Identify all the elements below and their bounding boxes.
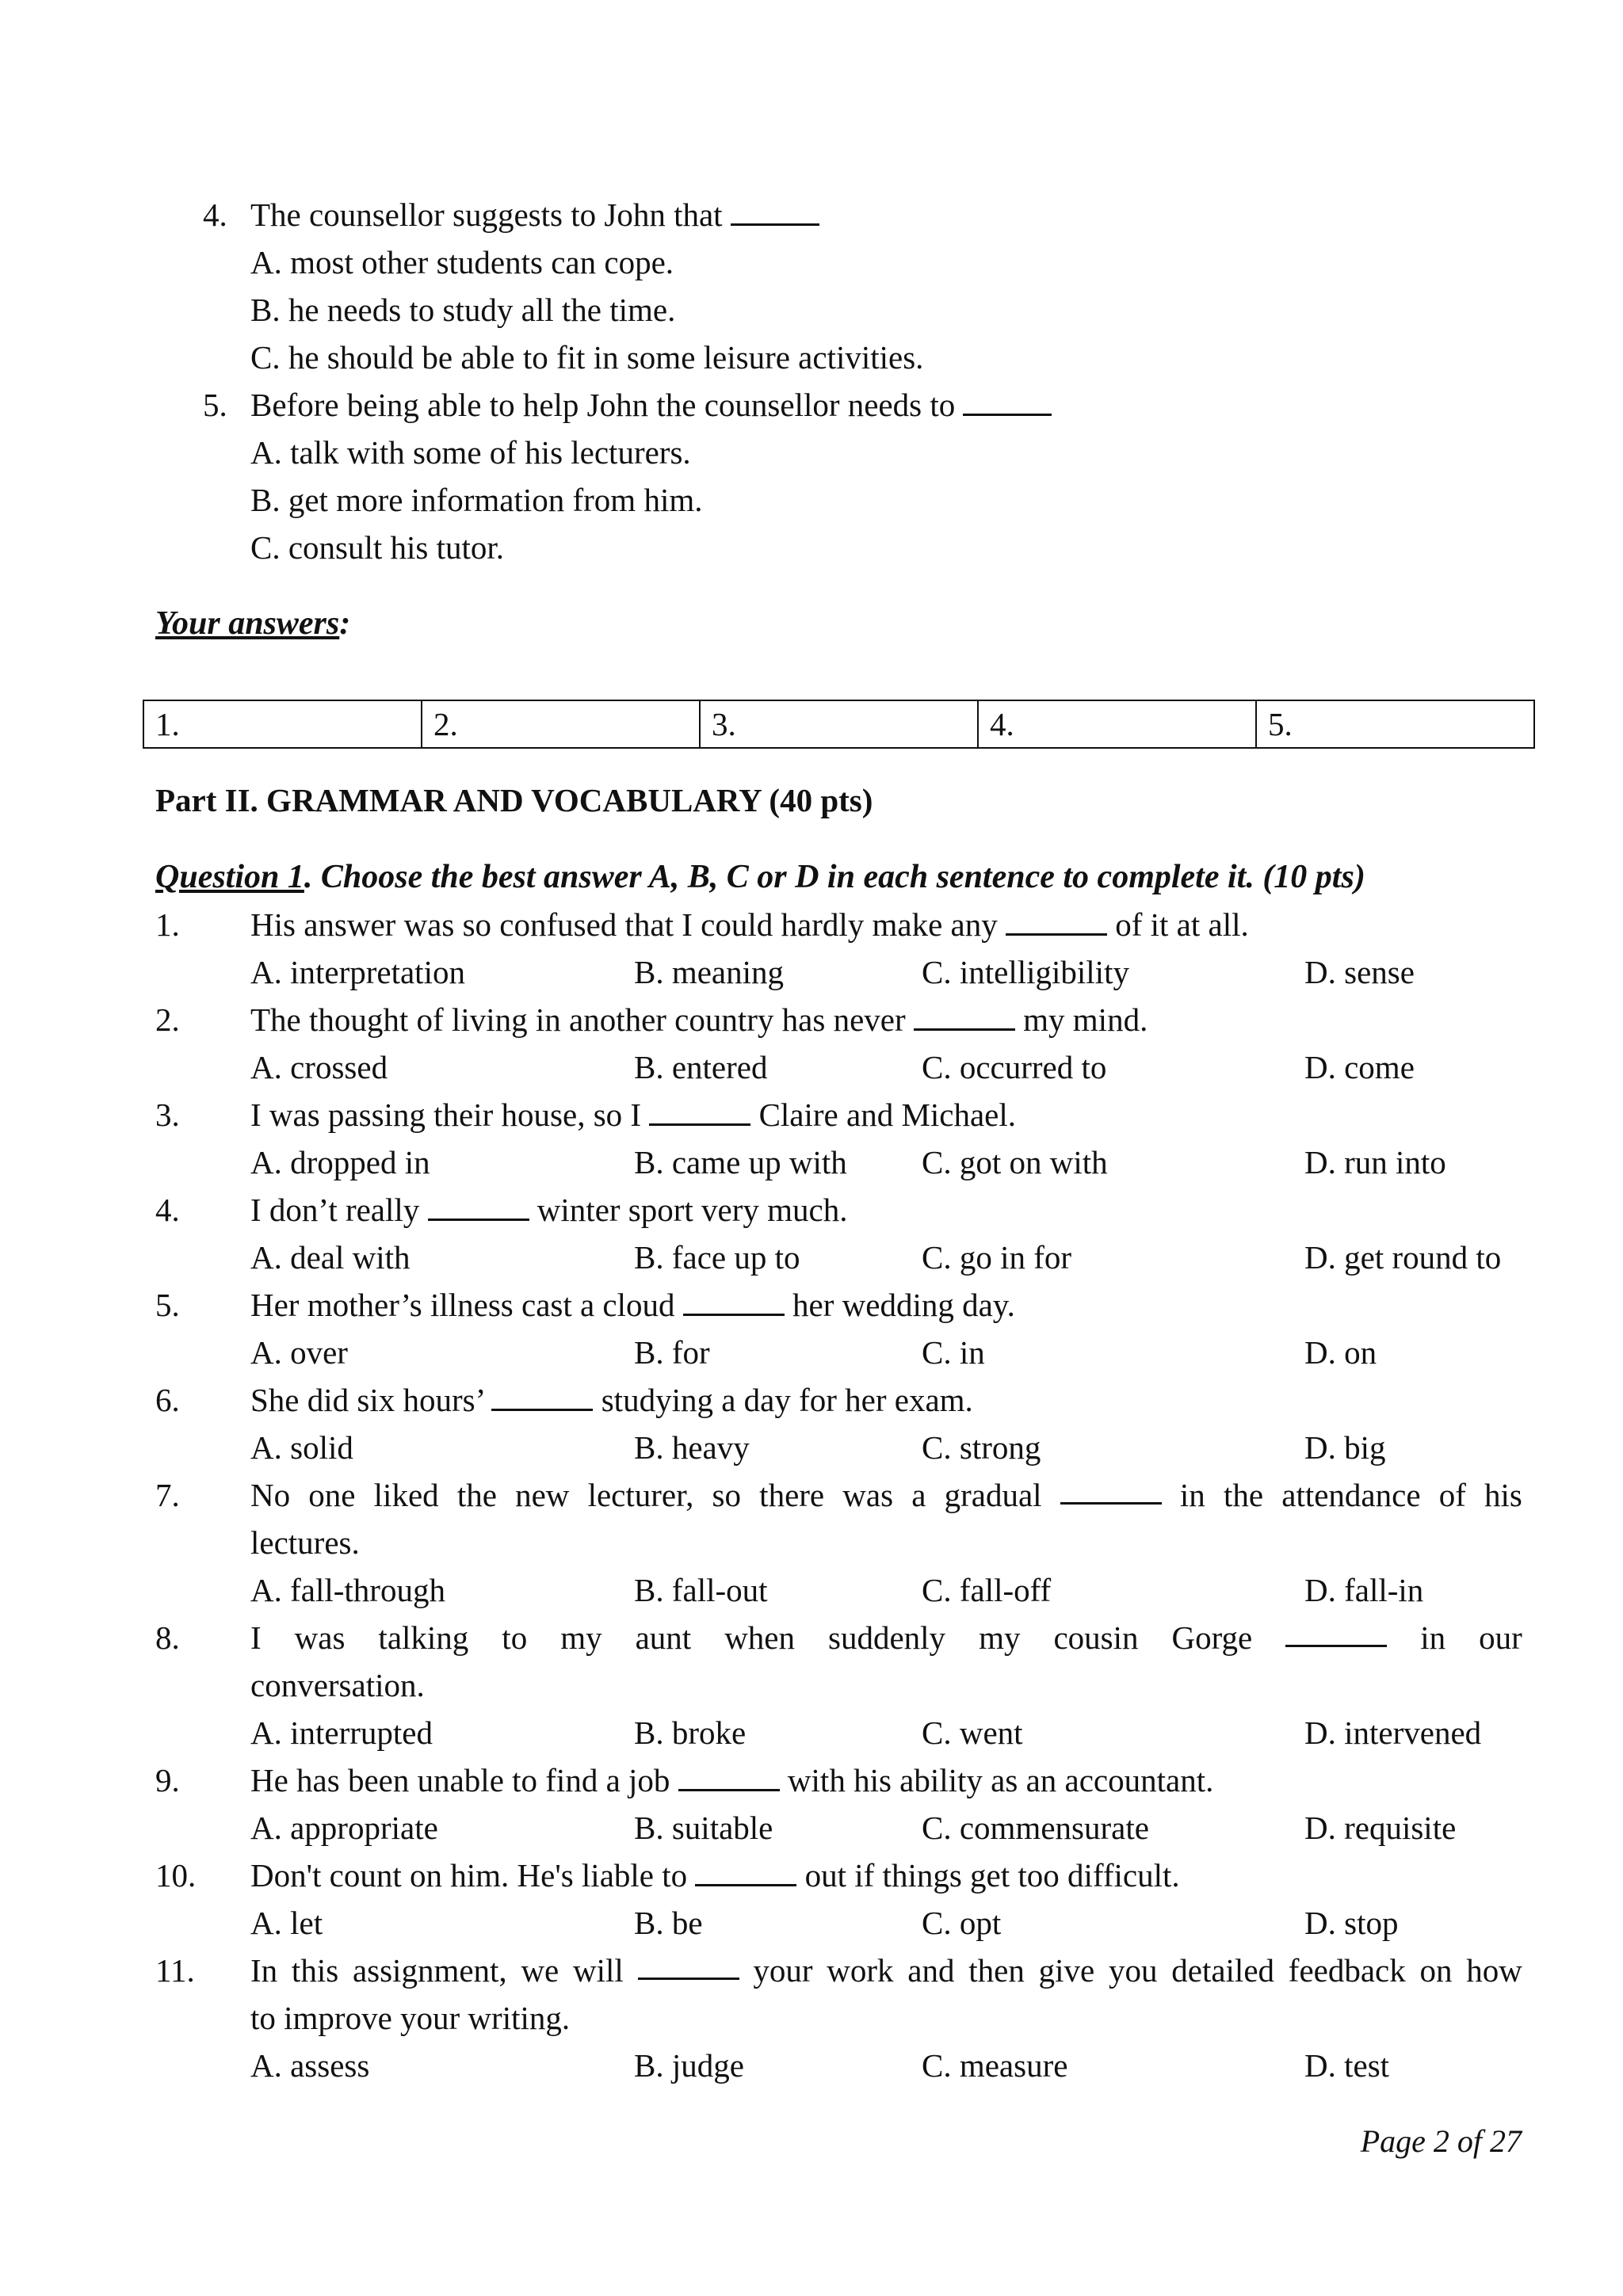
stem-word: In (250, 1952, 278, 1989)
question-10-stem (250, 1855, 1180, 1895)
stem-text: Before being able to help John the counsellor needs to (250, 387, 956, 423)
stem-word: I (250, 1619, 262, 1656)
stem-word: attendance (1281, 1477, 1421, 1513)
stem-word: you (1108, 1952, 1158, 1989)
listening-q5-stem (250, 385, 1052, 425)
question-2-number: 2. (155, 1001, 180, 1038)
stem-word: a (911, 1477, 926, 1513)
stem-word: there (759, 1477, 825, 1513)
stem-word: of (1438, 1477, 1466, 1513)
question-4-option-a[interactable]: A. deal with (250, 1239, 411, 1276)
stem-word: we (521, 1952, 559, 1989)
stem-text: studying a day for her exam. (601, 1382, 973, 1418)
question-3-option-a[interactable]: A. dropped in (250, 1144, 430, 1180)
stem-word: the (456, 1477, 497, 1513)
question-6-option-d[interactable]: D. big (1304, 1429, 1386, 1466)
stem-word: his (1484, 1477, 1522, 1513)
answer-cell-4[interactable]: 4. (978, 700, 1256, 748)
stem-word: how (1466, 1952, 1522, 1989)
answer-blank (1006, 906, 1107, 936)
question-8-option-a[interactable]: A. interrupted (250, 1714, 433, 1751)
stem-word: will (573, 1952, 624, 1989)
stem-word: No (250, 1477, 291, 1513)
question-9-number: 9. (155, 1762, 180, 1798)
question-7-stem-line-2: lectures. (250, 1524, 360, 1561)
stem-text: of it at all. (1115, 906, 1249, 943)
question-2-option-c[interactable]: C. occurred to (922, 1049, 1107, 1085)
question-6-stem (250, 1380, 973, 1420)
listening-q4-option-c: C. he should be able to fit in some leisure activities. (250, 339, 924, 376)
answer-cell-5[interactable]: 5. (1256, 700, 1534, 748)
question-5-option-c[interactable]: C. in (922, 1334, 985, 1371)
stem-text: Her mother’s illness cast a cloud (250, 1287, 675, 1323)
stem-word: this (291, 1952, 339, 1989)
question-5-stem (250, 1285, 1015, 1325)
question-11-option-c[interactable]: C. measure (922, 2047, 1068, 2084)
stem-text: out if things get too difficult. (804, 1857, 1180, 1894)
answer-blank (683, 1287, 785, 1316)
stem-word: liked (373, 1477, 439, 1513)
stem-word: and (907, 1952, 955, 1989)
question-2-option-d[interactable]: D. come (1304, 1049, 1415, 1085)
question-10-option-d[interactable]: D. stop (1304, 1905, 1399, 1941)
stem-text: The thought of living in another country has never (250, 1001, 906, 1038)
question-1-option-c[interactable]: C. intelligibility (922, 954, 1129, 990)
question-1-number: 1. (155, 906, 180, 943)
stem-text: The counsellor suggests to John that (250, 196, 723, 233)
question-1-option-a[interactable]: A. interpretation (250, 954, 465, 990)
question-5-option-b[interactable]: B. for (634, 1334, 710, 1371)
part-ii-heading: Part II. GRAMMAR AND VOCABULARY (40 pts) (155, 782, 873, 818)
your-answers-colon: : (339, 605, 351, 642)
listening-q5-option-c: C. consult his tutor. (250, 529, 505, 566)
question-1-label: Question 1 (155, 859, 304, 895)
question-6-option-c[interactable]: C. strong (922, 1429, 1041, 1466)
question-1-option-d[interactable]: D. sense (1304, 954, 1415, 990)
question-1-instruction: . Choose the best answer A, B, C or D in each sentence to complete it. (10 pts) (304, 859, 1365, 895)
stem-word: when (724, 1619, 796, 1656)
question-3-stem (250, 1095, 1016, 1135)
your-answers-heading (155, 604, 350, 643)
question-7-option-a[interactable]: A. fall-through (250, 1572, 445, 1608)
your-answers-label: Your answers (155, 605, 340, 642)
stem-word: gradual (944, 1477, 1042, 1513)
answer-blank (491, 1382, 593, 1411)
answer-blank (695, 1857, 796, 1886)
stem-word: lecturer, (587, 1477, 694, 1513)
stem-text: I was passing their house, so I (250, 1097, 642, 1133)
stem-text: She did six hours’ (250, 1382, 484, 1418)
stem-text: with his ability as an accountant. (787, 1762, 1214, 1798)
stem-text: His answer was so confused that I could hardly make any (250, 906, 998, 943)
question-2-stem (250, 1000, 1148, 1039)
question-6-option-a[interactable]: A. solid (250, 1429, 353, 1466)
stem-text: her wedding day. (792, 1287, 1015, 1323)
question-7-option-b[interactable]: B. fall-out (634, 1572, 768, 1608)
question-8-stem-line-2: conversation. (250, 1667, 425, 1703)
answer-cell-2[interactable]: 2. (422, 700, 700, 748)
question-1-option-b[interactable]: B. meaning (634, 954, 785, 990)
question-4-option-d[interactable]: D. get round to (1304, 1239, 1502, 1276)
question-3-number: 3. (155, 1097, 180, 1133)
answer-blank (731, 196, 819, 226)
listening-q4-option-b: B. he needs to study all the time. (250, 292, 676, 328)
stem-word: Gorge (1171, 1619, 1253, 1656)
question-5-number: 5. (155, 1287, 180, 1323)
stem-text: I don’t really (250, 1192, 420, 1228)
stem-word: my (979, 1619, 1021, 1656)
stem-word: your (753, 1952, 813, 1989)
question-5-option-a[interactable]: A. over (250, 1334, 348, 1371)
question-10-option-a[interactable]: A. let (250, 1905, 323, 1941)
answer-blank (678, 1762, 780, 1791)
stem-word: our (1479, 1619, 1522, 1656)
answer-cell-3[interactable]: 3. (700, 700, 978, 748)
question-4-option-b[interactable]: B. face up to (634, 1239, 800, 1276)
stem-word: suddenly (828, 1619, 946, 1656)
stem-word: was (842, 1477, 894, 1513)
stem-text: winter sport very much. (537, 1192, 848, 1228)
question-7-number: 7. (155, 1477, 180, 1513)
question-4-stem (250, 1190, 847, 1230)
question-11-option-d[interactable]: D. test (1304, 2047, 1390, 2084)
question-6-option-b[interactable]: B. heavy (634, 1429, 750, 1466)
stem-word: then (968, 1952, 1025, 1989)
question-9-option-b[interactable]: B. suitable (634, 1810, 773, 1846)
question-11-stem-line-2: to improve your writing. (250, 2000, 571, 2036)
question-1-heading (155, 857, 1365, 897)
question-11-number: 11. (155, 1952, 195, 1989)
answer-blank (914, 1001, 1015, 1031)
stem-text: Claire and Michael. (758, 1097, 1017, 1133)
stem-word: aunt (635, 1619, 692, 1656)
stem-word: so (712, 1477, 741, 1513)
question-4-number: 4. (155, 1192, 180, 1228)
question-9-option-d[interactable]: D. requisite (1304, 1810, 1457, 1846)
stem-word: work (827, 1952, 894, 1989)
question-3-option-d[interactable]: D. run into (1304, 1144, 1446, 1180)
answer-blank (963, 387, 1052, 416)
stem-word: feedback (1288, 1952, 1406, 1989)
listening-q5-option-b: B. get more information from him. (250, 482, 703, 518)
question-8-number: 8. (155, 1619, 180, 1656)
stem-word: in (1420, 1619, 1446, 1656)
question-7-stem-line-1 (250, 1475, 1522, 1515)
question-5-option-d[interactable]: D. on (1304, 1334, 1377, 1371)
stem-word: give (1038, 1952, 1095, 1989)
stem-word: was (294, 1619, 346, 1656)
question-8-stem-line-1 (250, 1618, 1522, 1657)
listening-q5-number: 5. (203, 387, 227, 423)
answer-blank (1060, 1475, 1162, 1505)
stem-word: talking (378, 1619, 469, 1656)
listening-q5-option-a: A. talk with some of his lecturers. (250, 434, 691, 471)
answer-blank (1285, 1618, 1387, 1647)
stem-word: the (1223, 1477, 1264, 1513)
answer-blank (638, 1951, 739, 1980)
listening-q4-number: 4. (203, 196, 227, 233)
question-10-option-c[interactable]: C. opt (922, 1905, 1002, 1941)
answer-row (143, 700, 1534, 748)
stem-text: He has been unable to find a job (250, 1762, 670, 1798)
question-9-option-c[interactable]: C. commensurate (922, 1810, 1149, 1846)
question-10-option-b[interactable]: B. be (634, 1905, 703, 1941)
stem-text: my mind. (1023, 1001, 1148, 1038)
stem-word: on (1419, 1952, 1453, 1989)
answer-table (143, 700, 1535, 749)
stem-word: one (308, 1477, 356, 1513)
question-2-option-b[interactable]: B. entered (634, 1049, 768, 1085)
listening-q4-stem (250, 195, 819, 235)
stem-word: new (515, 1477, 570, 1513)
question-3-option-c[interactable]: C. got on with (922, 1144, 1108, 1180)
stem-word: to (502, 1619, 528, 1656)
question-8-option-c[interactable]: C. went (922, 1714, 1023, 1751)
answer-cell-1[interactable]: 1. (143, 700, 422, 748)
question-11-option-b[interactable]: B. judge (634, 2047, 744, 2084)
question-6-number: 6. (155, 1382, 180, 1418)
answer-blank (428, 1192, 529, 1221)
question-2-option-a[interactable]: A. crossed (250, 1049, 388, 1085)
stem-word: cousin (1053, 1619, 1139, 1656)
question-11-option-a[interactable]: A. assess (250, 2047, 370, 2084)
question-9-stem (250, 1760, 1213, 1800)
question-3-option-b[interactable]: B. came up with (634, 1144, 847, 1180)
stem-word: in (1179, 1477, 1205, 1513)
question-10-number: 10. (155, 1857, 197, 1894)
question-11-stem-line-1 (250, 1951, 1522, 1990)
stem-word: my (560, 1619, 602, 1656)
question-9-option-a[interactable]: A. appropriate (250, 1810, 438, 1846)
question-4-option-c[interactable]: C. go in for (922, 1239, 1072, 1276)
answer-blank (649, 1097, 750, 1126)
stem-word: detailed (1171, 1952, 1275, 1989)
question-8-option-d[interactable]: D. intervened (1304, 1714, 1482, 1751)
question-1-stem (250, 905, 1249, 944)
question-7-option-c[interactable]: C. fall-off (922, 1572, 1052, 1608)
listening-q4-option-a: A. most other students can cope. (250, 244, 674, 280)
stem-word: assignment, (352, 1952, 507, 1989)
question-8-option-b[interactable]: B. broke (634, 1714, 747, 1751)
stem-text: Don't count on him. He's liable to (250, 1857, 688, 1894)
page-number: Page 2 of 27 (1360, 2123, 1522, 2159)
question-7-option-d[interactable]: D. fall-in (1304, 1572, 1424, 1608)
